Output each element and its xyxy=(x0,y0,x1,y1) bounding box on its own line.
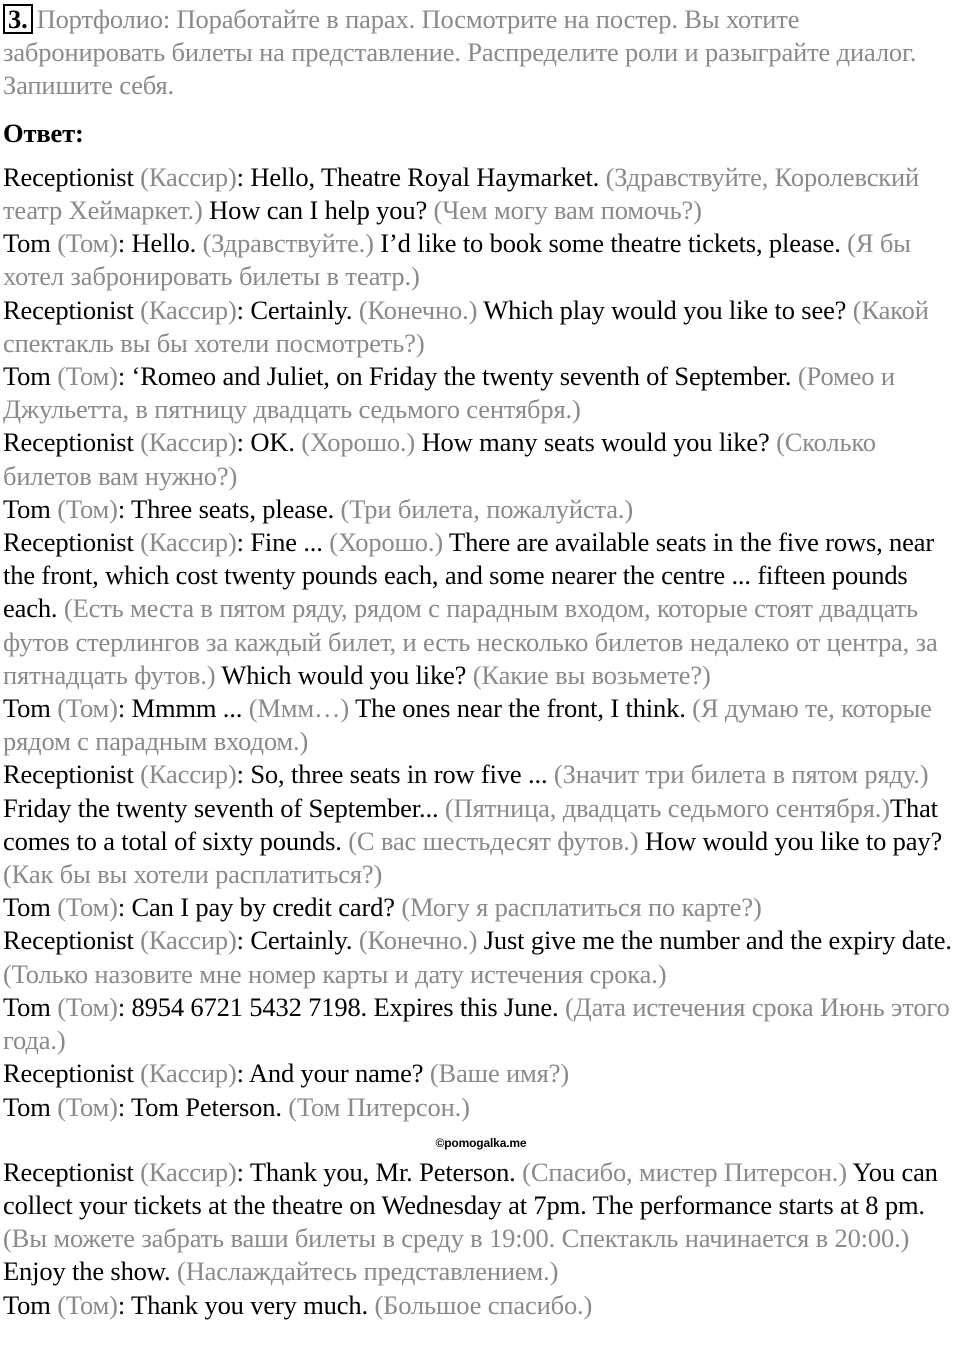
translation-text: (Кассир) xyxy=(140,1156,237,1187)
english-text: : Three seats, please. xyxy=(117,493,341,524)
english-text: How would you like to pay? xyxy=(638,825,943,856)
dialogue-line xyxy=(3,493,959,526)
english-text: You can collect your tickets at the theatre on Wednesday at 7pm. The performance starts at 8 pm. xyxy=(3,1156,938,1220)
translation-text: (Значит три билета в пятом ряду.) xyxy=(553,759,929,790)
dialogue-line xyxy=(3,526,959,692)
english-text: : Tom Peterson. xyxy=(117,1091,289,1122)
translation-text: (Том) xyxy=(57,228,118,259)
english-text: : And your name? xyxy=(236,1058,430,1089)
dialogue-line xyxy=(3,1289,959,1322)
english-text: Tom xyxy=(3,361,58,392)
translation-text: (Том) xyxy=(57,493,118,524)
translation-text: (Три билета, пожалуйста.) xyxy=(340,493,634,524)
translation-text: (Ваше имя?) xyxy=(429,1058,570,1089)
english-text: Receptionist xyxy=(3,759,141,790)
translation-text: (Какой спектакль вы бы хотели посмотреть?) xyxy=(3,294,929,358)
english-text: Which would you like? xyxy=(215,659,473,690)
english-text: I’d like to book some theatre tickets, please. xyxy=(373,228,848,259)
translation-text: (Пятница, двадцать седьмого сентября.) xyxy=(444,792,890,823)
english-text: : OK. xyxy=(236,427,302,458)
document-page xyxy=(3,3,959,1322)
translation-text: (Кассир) xyxy=(140,527,237,558)
translation-text: (С вас шестьдесят футов.) xyxy=(348,825,639,856)
dialogue-line xyxy=(3,924,959,990)
english-text: Just give me the number and the expiry date. xyxy=(477,925,952,956)
english-text: The ones near the front, I think. xyxy=(349,693,693,724)
english-text: : Thank you, Mr. Peterson. xyxy=(236,1156,523,1187)
translation-text: (Вы можете забрать ваши билеты в среду в 19:00. Спектакль начинается в 20:00.) xyxy=(3,1223,910,1254)
translation-text: (Я думаю те, которые рядом с парадным входом.) xyxy=(3,693,932,757)
english-text: Tom xyxy=(3,1091,58,1122)
english-text: Tom xyxy=(3,892,58,923)
english-text: Tom xyxy=(3,1289,58,1320)
english-text: : Certainly. xyxy=(236,294,359,325)
translation-text: (Том Питерсон.) xyxy=(288,1091,470,1122)
english-text: : ‘Romeo and Juliet, on Friday the twenty seventh of September. xyxy=(117,361,798,392)
english-text: Receptionist xyxy=(3,161,141,192)
english-text: Receptionist xyxy=(3,925,141,956)
translation-text: (Ммм…) xyxy=(248,693,350,724)
translation-text: (Том) xyxy=(57,991,118,1022)
english-text: Tom xyxy=(3,228,58,259)
dialogue-line xyxy=(3,1156,959,1289)
english-text: : Hello, Theatre Royal Haymarket. xyxy=(236,161,606,192)
english-text: : 8954 6721 5432 7198. Expires this June. xyxy=(117,991,565,1022)
english-text: : Fine ... xyxy=(236,527,330,558)
task-paragraph xyxy=(3,3,959,103)
english-text: : So, three seats in row five ... xyxy=(236,759,554,790)
translation-text: (Конечно.) xyxy=(358,294,478,325)
english-text: : Mmmm ... xyxy=(117,693,249,724)
english-text: : Hello. xyxy=(117,228,203,259)
dialogue-line xyxy=(3,692,959,758)
dialogue xyxy=(3,161,959,1124)
dialogue-line xyxy=(3,161,959,227)
dialogue-line xyxy=(3,294,959,360)
translation-text: (Кассир) xyxy=(140,427,237,458)
dialogue-line xyxy=(3,360,959,426)
translation-text: (Как бы вы хотели расплатиться?) xyxy=(3,859,383,890)
translation-text: (Том) xyxy=(57,361,118,392)
dialogue-line xyxy=(3,891,959,924)
translation-text: (Конечно.) xyxy=(358,925,478,956)
translation-text: (Ромео и Джульетта, в пятницу двадцать седьмого сентября.) xyxy=(3,361,895,425)
english-text: Receptionist xyxy=(3,1156,141,1187)
dialogue-line xyxy=(3,227,959,293)
english-text: That comes to a total of sixty pounds. xyxy=(3,792,938,856)
english-text: Receptionist xyxy=(3,1058,141,1089)
english-text: How can I help you? xyxy=(202,195,434,226)
english-text: Receptionist xyxy=(3,294,141,325)
translation-text: (Том) xyxy=(57,892,118,923)
translation-text: (Я бы хотел забронировать билеты в театр.) xyxy=(3,228,911,292)
translation-text: (Есть места в пятом ряду, рядом с парадным входом, которые стоят двадцать футов стерлингов за каждый билет, и есть несколько билетов недалеко от центра, за пятнадцать футов.) xyxy=(3,593,938,690)
translation-text: (Сколько билетов вам нужно?) xyxy=(3,427,876,491)
dialogue-line xyxy=(3,1091,959,1124)
translation-text: (Том) xyxy=(57,1091,118,1122)
english-text: : Can I pay by credit card? xyxy=(117,892,402,923)
translation-text: (Том) xyxy=(57,1289,118,1320)
translation-text: (Чем могу вам помочь?) xyxy=(433,195,702,226)
translation-text: (Кассир) xyxy=(140,1058,237,1089)
dialogue-line xyxy=(3,426,959,492)
translation-text: (Хорошо.) xyxy=(301,427,416,458)
english-text: Tom xyxy=(3,693,58,724)
dialogue-line xyxy=(3,758,959,891)
task-text: Портфолио: Поработайте в парах. Посмотрите на постер. Вы хотите забронировать билеты на представление. Распределите роли и разыграйте диалог. Запишите себя. xyxy=(3,4,917,101)
dialogue-line xyxy=(3,1057,959,1090)
translation-text: (Кассир) xyxy=(140,161,237,192)
translation-text: (Здравствуйте.) xyxy=(202,228,374,259)
english-text: Tom xyxy=(3,493,58,524)
translation-text: (Том) xyxy=(57,693,118,724)
translation-text: (Большое спасибо.) xyxy=(374,1289,593,1320)
translation-text: (Кассир) xyxy=(140,925,237,956)
answer-label: Ответ: xyxy=(3,117,84,148)
task-number: 3. xyxy=(3,4,33,34)
watermark: ©pomogalka.me xyxy=(435,1135,527,1150)
english-text: There are available seats in the five rows, near the front, which cost twenty pounds each, and some nearer the centre ... fifteen pounds each. xyxy=(3,527,935,624)
translation-text: (Здравствуйте, Королевский театр Хеймаркет.) xyxy=(3,161,920,226)
translation-text: (Только назовите мне номер карты и дату истечения срока.) xyxy=(3,958,667,989)
translation-text: (Дата истечения срока Июнь этого года.) xyxy=(3,991,950,1056)
english-text: How many seats would you like? xyxy=(415,427,777,458)
translation-text: (Хорошо.) xyxy=(329,527,444,558)
translation-text: (Кассир) xyxy=(140,294,237,325)
dialogue-continued xyxy=(3,1156,959,1322)
dialogue-line xyxy=(3,991,959,1057)
translation-text: (Какие вы возьмете?) xyxy=(472,659,711,690)
english-text: Receptionist xyxy=(3,427,141,458)
translation-text: (Кассир) xyxy=(140,759,237,790)
translation-text: (Могу я расплатиться по карте?) xyxy=(401,892,762,923)
english-text: Enjoy the show. xyxy=(3,1256,178,1287)
english-text: Tom xyxy=(3,991,58,1022)
english-text: : Thank you very much. xyxy=(117,1289,375,1320)
translation-text: (Спасибо, мистер Питерсон.) xyxy=(522,1156,847,1187)
english-text: Receptionist xyxy=(3,527,141,558)
english-text: Friday the twenty seventh of September... xyxy=(3,792,445,823)
english-text: : Certainly. xyxy=(236,925,359,956)
translation-text: (Наслаждайтесь представлением.) xyxy=(177,1256,559,1287)
english-text: Which play would you like to see? xyxy=(477,294,853,325)
